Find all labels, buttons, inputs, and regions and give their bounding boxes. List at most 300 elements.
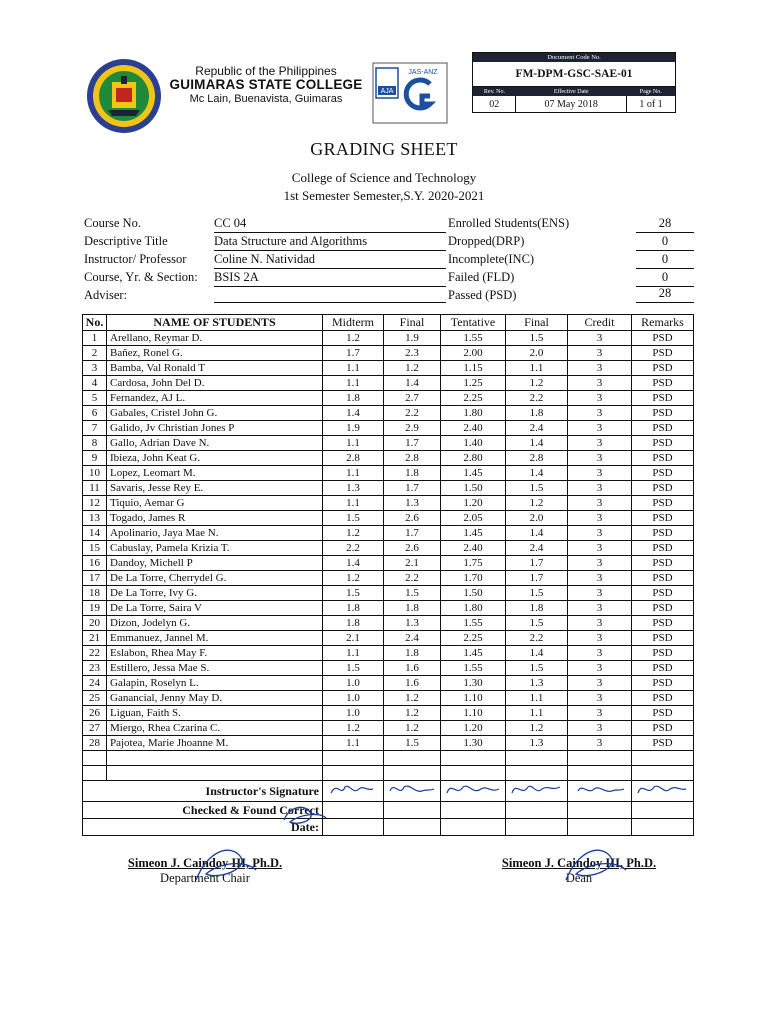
- row-number: 22: [83, 646, 107, 661]
- remarks: PSD: [632, 436, 694, 451]
- row-number: 1: [83, 331, 107, 346]
- empty-row: [83, 751, 694, 766]
- empty-cell: [107, 751, 323, 766]
- empty-cell: [323, 819, 384, 836]
- empty-cell: [83, 766, 107, 781]
- col-no: No.: [83, 315, 107, 331]
- student-name: Dizon, Jodelyn G.: [107, 616, 323, 631]
- empty-cell: [441, 819, 506, 836]
- tentative-grade: 1.45: [441, 466, 506, 481]
- tentative-grade: 1.25: [441, 376, 506, 391]
- document-code-box: [472, 52, 676, 113]
- final-rating: 2.4: [506, 541, 568, 556]
- table-row: [83, 376, 694, 391]
- tentative-grade: 1.10: [441, 691, 506, 706]
- student-name: Dandoy, Michell P: [107, 556, 323, 571]
- final-rating: 1.1: [506, 706, 568, 721]
- row-number: 15: [83, 541, 107, 556]
- student-name: Gabales, Cristel John G.: [107, 406, 323, 421]
- tentative-grade: 1.75: [441, 556, 506, 571]
- final-rating: 2.2: [506, 391, 568, 406]
- student-name: Miergo, Rhea Czarina C.: [107, 721, 323, 736]
- final-rating: 2.4: [506, 421, 568, 436]
- chair-signature-mark: [190, 840, 260, 890]
- remarks: PSD: [632, 736, 694, 751]
- page-label: Page No.: [626, 87, 675, 96]
- final-rating: 1.1: [506, 361, 568, 376]
- table-row: [83, 736, 694, 751]
- empty-cell: [107, 766, 323, 781]
- final-rating: 1.1: [506, 691, 568, 706]
- student-name: Cardosa, John Del D.: [107, 376, 323, 391]
- signature-mark: [323, 781, 384, 802]
- empty-cell: [384, 802, 441, 819]
- empty-cell: [83, 751, 107, 766]
- section-value: BSIS 2A: [214, 270, 446, 287]
- student-name: Ibieza, John Keat G.: [107, 451, 323, 466]
- date-row: [83, 819, 694, 836]
- row-number: 27: [83, 721, 107, 736]
- student-name: Bañez, Ronel G.: [107, 346, 323, 361]
- midterm-grade: 1.0: [323, 691, 384, 706]
- row-number: 25: [83, 691, 107, 706]
- student-name: Emmanuez, Jannel M.: [107, 631, 323, 646]
- col-midterm: Midterm: [323, 315, 384, 331]
- midterm-grade: 1.8: [323, 601, 384, 616]
- desc-title-value: Data Structure and Algorithms: [214, 234, 446, 251]
- midterm-grade: 1.1: [323, 361, 384, 376]
- credit-units: 3: [568, 736, 632, 751]
- col-final-grade: Final: [506, 315, 568, 331]
- empty-cell: [441, 766, 506, 781]
- table-row: [83, 706, 694, 721]
- final-rating: 1.4: [506, 436, 568, 451]
- instructor-signature-row: [83, 781, 694, 802]
- row-number: 3: [83, 361, 107, 376]
- effective-date: 07 May 2018: [516, 96, 627, 112]
- midterm-grade: 2.2: [323, 541, 384, 556]
- inc-value: 0: [636, 252, 694, 269]
- student-name: Lopez, Leomart M.: [107, 466, 323, 481]
- final-rating: 1.2: [506, 496, 568, 511]
- remarks: PSD: [632, 361, 694, 376]
- table-row: [83, 556, 694, 571]
- ens-value: 28: [636, 216, 694, 233]
- midterm-grade: 1.2: [323, 526, 384, 541]
- remarks: PSD: [632, 331, 694, 346]
- row-number: 19: [83, 601, 107, 616]
- credit-units: 3: [568, 601, 632, 616]
- col-credit: Credit: [568, 315, 632, 331]
- drp-label: Dropped(DRP): [448, 234, 525, 248]
- ens-label: Enrolled Students(ENS): [448, 216, 570, 230]
- credit-units: 3: [568, 466, 632, 481]
- midterm-grade: 1.2: [323, 331, 384, 346]
- tentative-grade: 2.80: [441, 451, 506, 466]
- student-name: Bamba, Val Ronald T: [107, 361, 323, 376]
- midterm-grade: 1.1: [323, 646, 384, 661]
- row-number: 8: [83, 436, 107, 451]
- final-grade: 2.2: [384, 406, 441, 421]
- midterm-grade: 1.7: [323, 346, 384, 361]
- table-row: [83, 436, 694, 451]
- final-grade: 1.2: [384, 691, 441, 706]
- empty-cell: [632, 802, 694, 819]
- midterm-grade: 1.9: [323, 421, 384, 436]
- table-row: [83, 496, 694, 511]
- final-rating: 2.0: [506, 346, 568, 361]
- grades-table: [82, 314, 694, 836]
- student-name: Galapin, Roselyn L.: [107, 676, 323, 691]
- desc-title-label: Descriptive Title: [84, 234, 168, 248]
- final-grade: 1.3: [384, 616, 441, 631]
- student-name: Estillero, Jessa Mae S.: [107, 661, 323, 676]
- empty-cell: [568, 802, 632, 819]
- remarks: PSD: [632, 691, 694, 706]
- credit-units: 3: [568, 631, 632, 646]
- student-name: Gallo, Adrian Dave N.: [107, 436, 323, 451]
- tentative-grade: 2.00: [441, 346, 506, 361]
- credit-units: 3: [568, 616, 632, 631]
- final-grade: 2.9: [384, 421, 441, 436]
- course-no-value: CC 04: [214, 216, 446, 233]
- final-rating: 2.0: [506, 511, 568, 526]
- doc-code: FM-DPM-GSC-SAE-01: [473, 62, 675, 87]
- table-row: [83, 676, 694, 691]
- dean-name: Simeon J. Caindoy III, Ph.D.: [501, 856, 657, 870]
- tentative-grade: 1.45: [441, 526, 506, 541]
- student-name: Togado, James R: [107, 511, 323, 526]
- student-name: De La Torre, Saira V: [107, 601, 323, 616]
- row-number: 10: [83, 466, 107, 481]
- table-header-row: [83, 315, 694, 331]
- table-row: [83, 511, 694, 526]
- table-row: [83, 481, 694, 496]
- empty-cell: [568, 751, 632, 766]
- tentative-grade: 1.30: [441, 736, 506, 751]
- tentative-grade: 1.40: [441, 436, 506, 451]
- final-grade: 1.7: [384, 436, 441, 451]
- credit-units: 3: [568, 526, 632, 541]
- final-grade: 2.2: [384, 571, 441, 586]
- credit-units: 3: [568, 436, 632, 451]
- credit-units: 3: [568, 706, 632, 721]
- final-grade: 2.6: [384, 511, 441, 526]
- midterm-grade: 1.5: [323, 511, 384, 526]
- midterm-grade: 1.4: [323, 406, 384, 421]
- final-grade: 2.3: [384, 346, 441, 361]
- rev-value: 02: [489, 98, 500, 110]
- dean-title: Dean: [565, 871, 593, 885]
- midterm-grade: 1.1: [323, 376, 384, 391]
- credit-units: 3: [568, 421, 632, 436]
- final-rating: 1.4: [506, 466, 568, 481]
- table-row: [83, 601, 694, 616]
- fld-label: Failed (FLD): [448, 270, 515, 284]
- signature-mark: [632, 781, 694, 802]
- remarks: PSD: [632, 511, 694, 526]
- drp-value: 0: [636, 234, 694, 251]
- final-grade: 1.9: [384, 331, 441, 346]
- final-grade: 1.2: [384, 721, 441, 736]
- chair-name: Simeon J. Caindoy III, Ph.D.: [127, 856, 283, 870]
- final-grade: 1.8: [384, 466, 441, 481]
- final-rating: 1.8: [506, 406, 568, 421]
- college-address: Mc Lain, Buenavista, Guimaras: [189, 93, 343, 105]
- row-number: 4: [83, 376, 107, 391]
- midterm-grade: 1.3: [323, 481, 384, 496]
- col-name: NAME OF STUDENTS: [107, 315, 323, 331]
- remarks: PSD: [632, 706, 694, 721]
- cert-logo-sub: AJA: [380, 88, 394, 95]
- final-grade: 1.5: [384, 586, 441, 601]
- row-number: 5: [83, 391, 107, 406]
- table-row: [83, 346, 694, 361]
- remarks: PSD: [632, 421, 694, 436]
- tentative-grade: 2.40: [441, 421, 506, 436]
- credit-units: 3: [568, 721, 632, 736]
- midterm-grade: 2.8: [323, 451, 384, 466]
- row-number: 12: [83, 496, 107, 511]
- final-grade: 1.4: [384, 376, 441, 391]
- credit-units: 3: [568, 481, 632, 496]
- section-label: Course, Yr. & Section:: [84, 270, 198, 284]
- table-row: [83, 571, 694, 586]
- doc-code-label: Document Code No.: [473, 53, 675, 62]
- empty-cell: [632, 751, 694, 766]
- empty-cell: [568, 819, 632, 836]
- student-name: Pajotea, Marie Jhoanne M.: [107, 736, 323, 751]
- college-header: [168, 64, 364, 106]
- midterm-grade: 1.1: [323, 466, 384, 481]
- row-number: 26: [83, 706, 107, 721]
- credit-units: 3: [568, 556, 632, 571]
- student-name: Tiquio, Aemar G: [107, 496, 323, 511]
- final-rating: 1.5: [506, 331, 568, 346]
- midterm-grade: 1.2: [323, 721, 384, 736]
- signature-mark: [568, 781, 632, 802]
- table-row: [83, 526, 694, 541]
- student-name: Liguan, Faith S.: [107, 706, 323, 721]
- empty-cell: [323, 766, 384, 781]
- empty-cell: [323, 802, 384, 819]
- adviser-label: Adviser:: [84, 288, 128, 302]
- student-name: Ganancial, Jenny May D.: [107, 691, 323, 706]
- credit-units: 3: [568, 691, 632, 706]
- student-name: Arellano, Reymar D.: [107, 331, 323, 346]
- psd-value: 28: [636, 286, 694, 303]
- credit-units: 3: [568, 451, 632, 466]
- rev-label: Rev. No.: [473, 87, 516, 96]
- midterm-grade: 1.4: [323, 556, 384, 571]
- student-name: Fernandez, AJ L.: [107, 391, 323, 406]
- tentative-grade: 2.25: [441, 391, 506, 406]
- midterm-grade: 1.5: [323, 661, 384, 676]
- grades-body: [83, 331, 694, 751]
- remarks: PSD: [632, 616, 694, 631]
- empty-cell: [323, 751, 384, 766]
- tentative-grade: 1.30: [441, 676, 506, 691]
- semester: 1st Semester Semester,S.Y. 2020-2021: [283, 188, 485, 203]
- empty-cell: [441, 751, 506, 766]
- remarks: PSD: [632, 496, 694, 511]
- empty-cell: [632, 766, 694, 781]
- table-row: [83, 631, 694, 646]
- final-rating: 1.5: [506, 661, 568, 676]
- empty-cell: [441, 802, 506, 819]
- credit-units: 3: [568, 496, 632, 511]
- final-rating: 1.4: [506, 526, 568, 541]
- instructor-value: Coline N. Natividad: [214, 252, 446, 269]
- credit-units: 3: [568, 571, 632, 586]
- credit-units: 3: [568, 541, 632, 556]
- midterm-grade: 1.0: [323, 676, 384, 691]
- tentative-grade: 1.15: [441, 361, 506, 376]
- cert-logo-text: JAS-ANZ: [408, 69, 438, 76]
- midterm-grade: 1.1: [323, 496, 384, 511]
- final-rating: 1.4: [506, 646, 568, 661]
- row-number: 18: [83, 586, 107, 601]
- empty-cell: [384, 819, 441, 836]
- table-row: [83, 721, 694, 736]
- final-grade: 1.6: [384, 676, 441, 691]
- checked-label: Checked & Found Correct: [83, 802, 323, 819]
- remarks: PSD: [632, 661, 694, 676]
- adviser-value: [214, 286, 446, 303]
- checked-signature-mark: [280, 800, 330, 830]
- credit-units: 3: [568, 361, 632, 376]
- tentative-grade: 1.80: [441, 406, 506, 421]
- certification-logo: [372, 62, 448, 124]
- student-name: Eslabon, Rhea May F.: [107, 646, 323, 661]
- midterm-grade: 1.5: [323, 586, 384, 601]
- remarks: PSD: [632, 466, 694, 481]
- tentative-grade: 1.50: [441, 481, 506, 496]
- empty-cell: [506, 766, 568, 781]
- remarks: PSD: [632, 526, 694, 541]
- credit-units: 3: [568, 646, 632, 661]
- midterm-grade: 1.8: [323, 616, 384, 631]
- final-grade: 1.2: [384, 706, 441, 721]
- final-rating: 2.2: [506, 631, 568, 646]
- student-name: De La Torre, Cherrydel G.: [107, 571, 323, 586]
- course-no-label: Course No.: [84, 216, 141, 230]
- final-grade: 2.4: [384, 631, 441, 646]
- midterm-grade: 2.1: [323, 631, 384, 646]
- remarks: PSD: [632, 676, 694, 691]
- remarks: PSD: [632, 391, 694, 406]
- final-grade: 1.7: [384, 526, 441, 541]
- tentative-grade: 1.70: [441, 571, 506, 586]
- table-row: [83, 586, 694, 601]
- remarks: PSD: [632, 406, 694, 421]
- date-label: Date:: [83, 819, 323, 836]
- inc-label: Incomplete(INC): [448, 252, 535, 266]
- credit-units: 3: [568, 511, 632, 526]
- empty-row: [83, 766, 694, 781]
- remarks: PSD: [632, 541, 694, 556]
- row-number: 20: [83, 616, 107, 631]
- col-tentative: Tentative: [441, 315, 506, 331]
- final-grade: 1.8: [384, 601, 441, 616]
- remarks: PSD: [632, 571, 694, 586]
- final-rating: 1.7: [506, 571, 568, 586]
- final-rating: 1.3: [506, 676, 568, 691]
- final-grade: 2.6: [384, 541, 441, 556]
- final-grade: 1.6: [384, 661, 441, 676]
- row-number: 21: [83, 631, 107, 646]
- tentative-grade: 2.05: [441, 511, 506, 526]
- checked-row: [83, 802, 694, 819]
- fld-value: 0: [636, 270, 694, 287]
- tentative-grade: 2.25: [441, 631, 506, 646]
- table-row: [83, 331, 694, 346]
- tentative-grade: 2.40: [441, 541, 506, 556]
- remarks: PSD: [632, 721, 694, 736]
- credit-units: 3: [568, 331, 632, 346]
- col-final: Final: [384, 315, 441, 331]
- page-number: 1 of 1: [626, 96, 675, 112]
- midterm-grade: 1.8: [323, 391, 384, 406]
- final-rating: 1.7: [506, 556, 568, 571]
- remarks: PSD: [632, 451, 694, 466]
- row-number: 2: [83, 346, 107, 361]
- signature-mark: [441, 781, 506, 802]
- remarks: PSD: [632, 586, 694, 601]
- empty-cell: [568, 766, 632, 781]
- final-grade: 1.8: [384, 646, 441, 661]
- college-unit: College of Science and Technology: [291, 170, 477, 185]
- tentative-grade: 1.20: [441, 496, 506, 511]
- row-number: 23: [83, 661, 107, 676]
- remarks: PSD: [632, 346, 694, 361]
- instructor-label: Instructor/ Professor: [84, 252, 187, 266]
- table-row: [83, 406, 694, 421]
- credit-units: 3: [568, 346, 632, 361]
- midterm-grade: 1.1: [323, 736, 384, 751]
- final-rating: 1.2: [506, 721, 568, 736]
- empty-cell: [384, 766, 441, 781]
- credit-units: 3: [568, 376, 632, 391]
- row-number: 24: [83, 676, 107, 691]
- row-number: 11: [83, 481, 107, 496]
- final-grade: 2.1: [384, 556, 441, 571]
- final-grade: 1.2: [384, 361, 441, 376]
- credit-units: 3: [568, 676, 632, 691]
- instructor-signature-label: Instructor's Signature: [83, 781, 323, 802]
- final-grade: 2.7: [384, 391, 441, 406]
- final-rating: 1.2: [506, 376, 568, 391]
- remarks: PSD: [632, 646, 694, 661]
- row-number: 13: [83, 511, 107, 526]
- tentative-grade: 1.80: [441, 601, 506, 616]
- chair-title: Department Chair: [160, 871, 250, 885]
- empty-cell: [506, 751, 568, 766]
- col-remarks: Remarks: [632, 315, 694, 331]
- remarks: PSD: [632, 481, 694, 496]
- table-row: [83, 391, 694, 406]
- student-name: Cabuslay, Pamela Krizia T.: [107, 541, 323, 556]
- student-name: De La Torre, Ivy G.: [107, 586, 323, 601]
- final-rating: 1.5: [506, 616, 568, 631]
- empty-cell: [632, 819, 694, 836]
- psd-label: Passed (PSD): [448, 288, 517, 302]
- row-number: 28: [83, 736, 107, 751]
- final-grade: 2.8: [384, 451, 441, 466]
- table-row: [83, 646, 694, 661]
- table-row: [83, 691, 694, 706]
- final-grade: 1.5: [384, 736, 441, 751]
